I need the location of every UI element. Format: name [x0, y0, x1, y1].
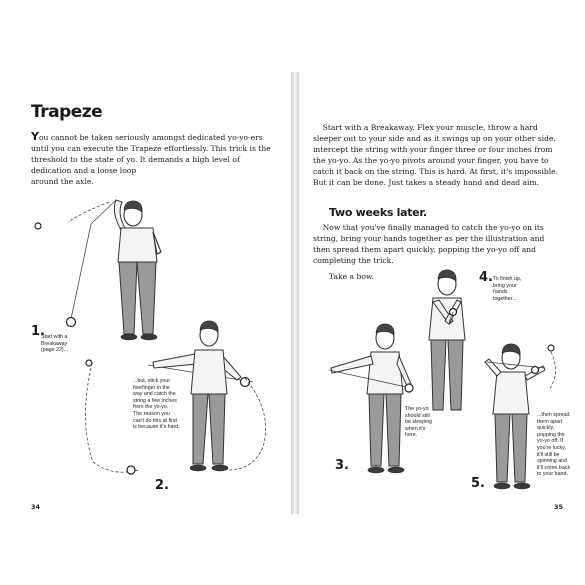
step1-caption: Start with a Breakaway (page 22)...: [41, 334, 69, 354]
book-gutter: [291, 72, 299, 514]
left-page: [13, 72, 291, 514]
bow-line: Take a bow.: [329, 272, 374, 281]
step5-number: 5.: [471, 476, 485, 491]
book-spread: [13, 72, 577, 514]
right-page: [299, 72, 577, 514]
step2-caption: ...but, stick your forefinger in the way and catch the string a few inches from the yo-yo. The reason you can't do this at first is because it's hard.: [133, 378, 180, 431]
page-title: Trapeze: [31, 102, 103, 122]
page-number-right: 35: [553, 503, 563, 511]
step3-caption: The yo-yo should still be sleeping when it's here.: [405, 406, 433, 439]
step4-number: 4.: [479, 270, 493, 285]
step1-number: 1.: [31, 324, 45, 339]
intro-paragraph: You cannot be taken seriously amongst dedicated yo-yo-ers until you can execute the Trapeze effortlessly. This trick is the threshold to the state of yo. It demands a high level of dedication and a loose loop around the axle.: [31, 130, 271, 187]
step3-number: 3.: [335, 458, 349, 473]
section-subhead: Two weeks later.: [329, 206, 427, 219]
later-paragraph: Now that you've finally managed to catch the yo-yo on its string, bring your hands together as per the illustration and then spread them apart quickly, popping the yo-yo off and completing the trick.: [313, 223, 545, 266]
step2-illustration: [13, 72, 291, 514]
right-intro-paragraph: Start with a Breakaway. Flex your muscle, throw a hard sleeper out to your side and as it swings up on your other side, intercept the string with your finger three or four inches from the yo-yo. As the yo-yo pivots around your finger, you have to catch it back on the string. This is hard. At first, it's impossible. But it can be done. Just takes a steady hand and dead aim.: [313, 123, 559, 188]
step5-illustration: [299, 72, 577, 514]
step5-caption: ...then spread them apart quickly, popping the yo-yo off. If you're lucky, it'll still be spinning and it'll come back to your hand.: [537, 412, 571, 478]
page-number-left: 34: [31, 503, 41, 511]
drop-cap: Y: [31, 130, 39, 143]
step2-number: 2.: [155, 478, 169, 493]
step4-caption: To finish up, bring your hands together...: [493, 276, 522, 302]
